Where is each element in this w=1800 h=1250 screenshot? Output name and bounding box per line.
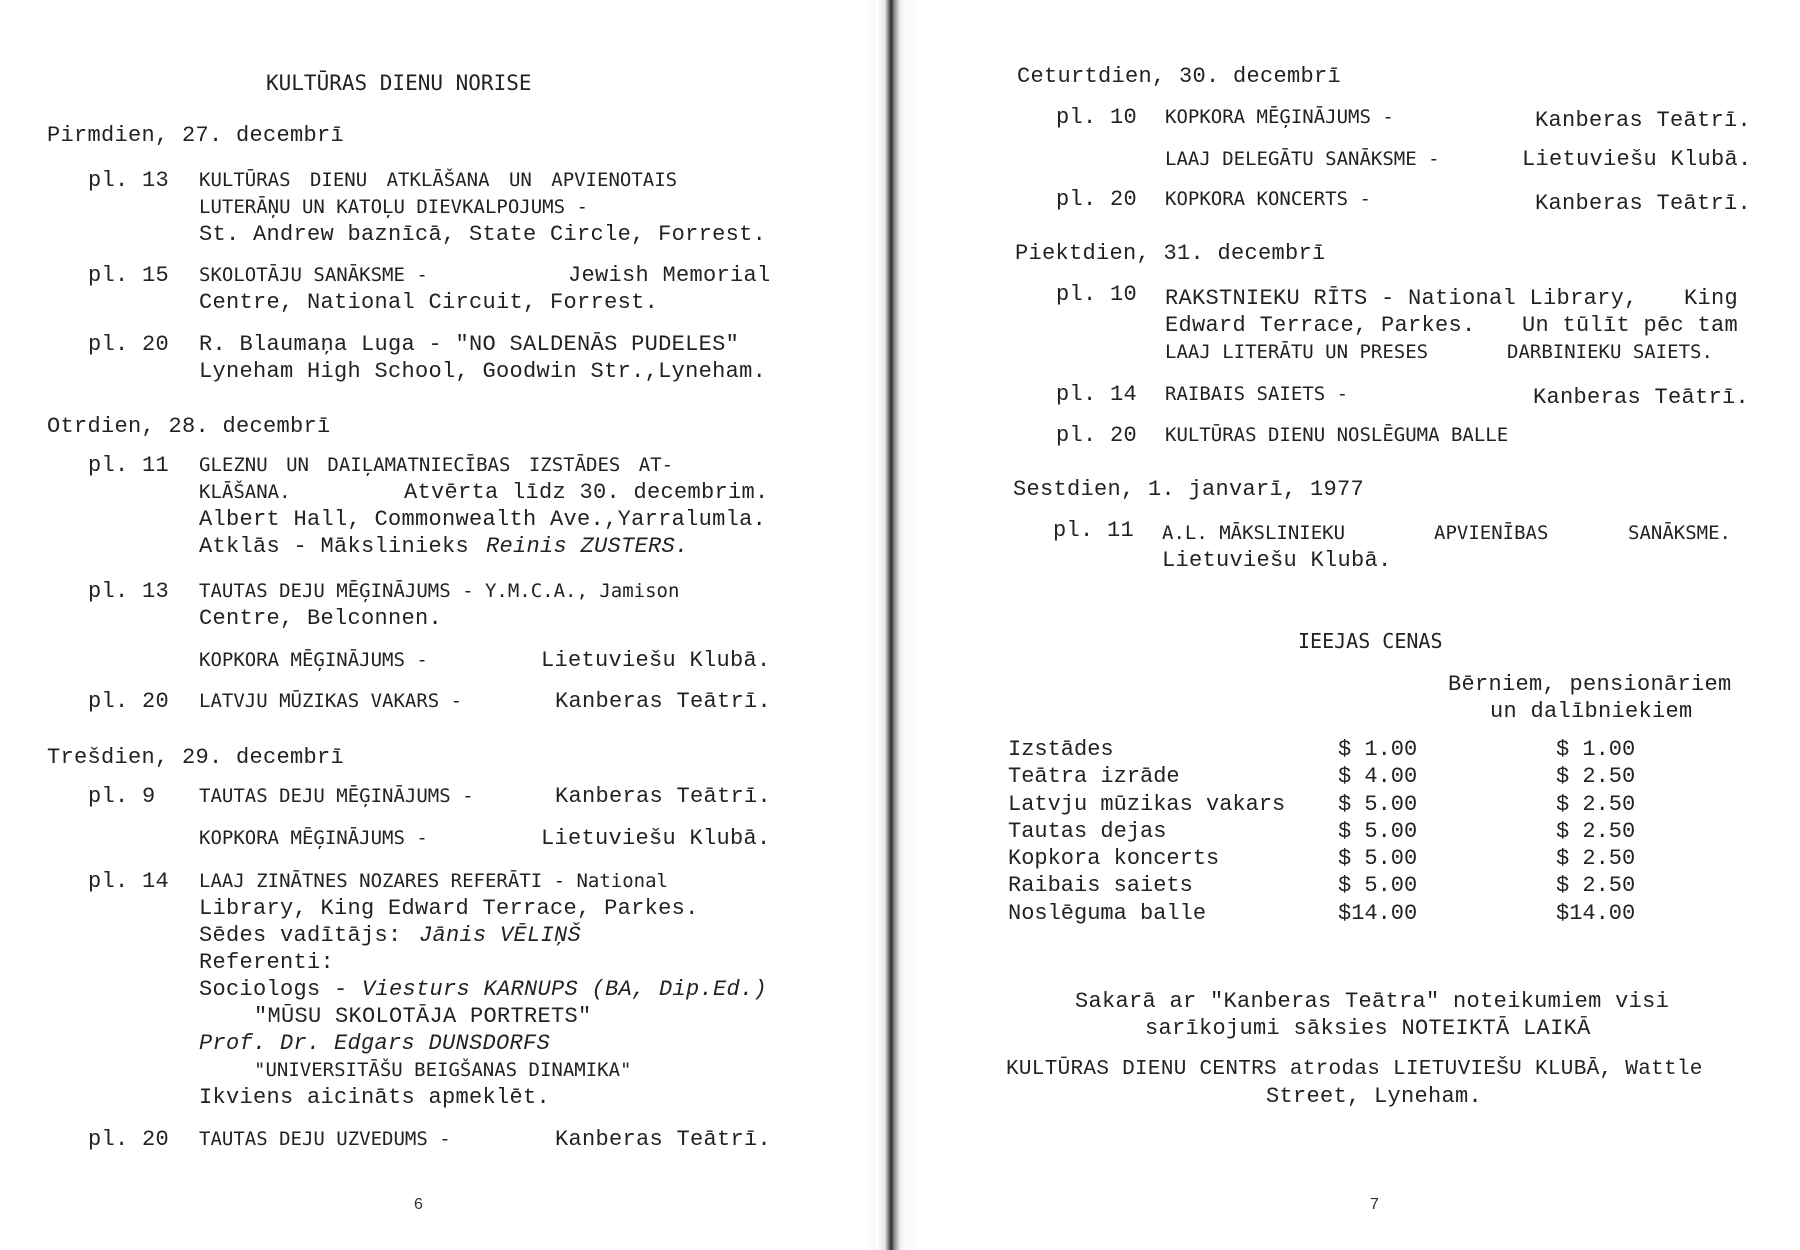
price-label: Teātra izrāde bbox=[1008, 764, 1180, 790]
event-line: A.L. MĀKSLINIEKU bbox=[1162, 522, 1346, 544]
price-full: $ 5.00 bbox=[1338, 791, 1418, 817]
price-reduced: $ 2.50 bbox=[1556, 791, 1636, 817]
event-line: KLĀŠANA. bbox=[199, 481, 291, 503]
talk-title: "UNIVERSITĀŠU BEIGŠANAS DINAMIKA" bbox=[254, 1059, 632, 1081]
event-line: TAUTAS DEJU MĒĢINĀJUMS - Y.M.C.A., Jamison bbox=[199, 580, 680, 602]
event-line: Atklās - Mākslinieks bbox=[199, 534, 470, 559]
event-line: LAAJ DELEGĀTU SANĀKSME - bbox=[1165, 148, 1440, 170]
price-reduced: $ 2.50 bbox=[1556, 818, 1636, 844]
event-line: Kanberas Teātrī. bbox=[1535, 191, 1752, 216]
event-line: LAAJ ZINĀTNES NOZARES REFERĀTI - National bbox=[199, 870, 668, 892]
price-label: Latvju mūzikas vakars bbox=[1008, 791, 1286, 817]
event-line: LUTERĀŅU UN KATOĻU DIEVKALPOJUMS - bbox=[199, 196, 588, 218]
price-full: $ 1.00 bbox=[1338, 737, 1418, 762]
page-number: 6 bbox=[414, 1196, 423, 1213]
event-time: pl. 13 bbox=[88, 579, 170, 604]
prices-title: IEEJAS CENAS bbox=[1298, 629, 1443, 653]
event-time: pl. 20 bbox=[88, 332, 170, 357]
event-line: KULTŪRAS DIENU ATKLĀŠANA UN APVIENOTAIS bbox=[199, 169, 678, 191]
event-line: Sociologs - bbox=[199, 977, 348, 1002]
event-line: LATVJU MŪZIKAS VAKARS - bbox=[199, 690, 463, 712]
price-full: $ 5.00 bbox=[1338, 818, 1418, 844]
event-time: pl. 20 bbox=[88, 1127, 170, 1152]
event-line: Jewish Memorial bbox=[568, 263, 771, 288]
event-line: KOPKORA MĒĢINĀJUMS - bbox=[199, 649, 428, 671]
reduced-price-header: Bērniem, pensionāriem bbox=[1448, 672, 1732, 697]
left-page bbox=[0, 0, 880, 1250]
event-line: GLEZNU UN DAIĻAMATNIECĪBAS IZSTĀDES AT- bbox=[199, 454, 674, 476]
event-line: TAUTAS DEJU MĒĢINĀJUMS - bbox=[199, 785, 474, 807]
price-full: $ 5.00 bbox=[1338, 873, 1418, 899]
event-time: pl. 11 bbox=[88, 453, 170, 478]
chair-name: Jānis VĒLIŅŠ bbox=[419, 923, 582, 948]
talk-title: "MŪSU SKOLOTĀJA PORTRETS" bbox=[254, 1004, 592, 1029]
day-heading: Pirmdien, 27. decembrī bbox=[47, 123, 345, 148]
day-heading: Ceturtdien, 30. decembrī bbox=[1017, 64, 1342, 89]
event-time: pl. 14 bbox=[88, 869, 170, 894]
price-reduced: $ 1.00 bbox=[1556, 737, 1636, 762]
event-line: Lietuviešu Klubā. bbox=[541, 648, 771, 673]
day-heading: Sestdien, 1. janvarī, 1977 bbox=[1013, 477, 1365, 502]
event-line: RAIBAIS SAIETS - bbox=[1165, 383, 1349, 405]
event-line: SANĀKSME. bbox=[1628, 522, 1731, 544]
price-full: $14.00 bbox=[1338, 900, 1418, 926]
event-time: pl. 10 bbox=[1056, 105, 1138, 130]
note-line: KULTŪRAS DIENU CENTRS atrodas LIETUVIEŠU KLUBĀ, Wattle bbox=[1006, 1058, 1703, 1081]
event-line: Atvērta līdz 30. decembrim. bbox=[404, 480, 769, 505]
day-heading: Piektdien, 31. decembrī bbox=[1015, 241, 1326, 266]
right-page bbox=[900, 0, 1800, 1250]
price-full: $ 4.00 bbox=[1338, 764, 1418, 790]
note-line: Sakarā ar "Kanberas Teātra" noteikumiem visi bbox=[1075, 989, 1670, 1014]
event-line: Library, King Edward Terrace, Parkes. bbox=[199, 896, 699, 921]
event-line: Lyneham High School, Goodwin Str.,Lyneham. bbox=[199, 359, 767, 384]
price-label: Tautas dejas bbox=[1008, 818, 1167, 844]
event-line: KOPKORA KONCERTS - bbox=[1165, 188, 1371, 210]
event-time: pl. 13 bbox=[88, 168, 170, 193]
speaker-name: Viesturs KARNUPS (BA, Dip.Ed.) bbox=[362, 977, 768, 1002]
event-line: Centre, Belconnen. bbox=[199, 606, 443, 631]
event-line: APVIENĪBAS bbox=[1434, 522, 1549, 544]
event-line: Centre, National Circuit, Forrest. bbox=[199, 290, 659, 315]
price-label: Raibais saiets bbox=[1008, 873, 1193, 899]
event-time: pl. 20 bbox=[1056, 423, 1138, 448]
event-line: Referenti: bbox=[199, 950, 335, 975]
event-line: Lietuviešu Klubā. bbox=[541, 826, 771, 851]
speaker-name: Prof. Dr. Edgars DUNSDORFS bbox=[199, 1031, 551, 1056]
event-line: KULTŪRAS DIENU NOSLĒGUMA BALLE bbox=[1165, 424, 1509, 446]
event-line: Sēdes vadītājs: bbox=[199, 923, 402, 948]
event-line: Un tūlīt pēc tam bbox=[1522, 313, 1739, 338]
event-line: Kanberas Teātrī. bbox=[1533, 385, 1750, 410]
note-line: Street, Lyneham. bbox=[1266, 1084, 1483, 1109]
event-line: Kanberas Teātrī. bbox=[555, 689, 772, 714]
day-heading: Trešdien, 29. decembrī bbox=[47, 745, 345, 770]
price-label: Kopkora koncerts bbox=[1008, 846, 1220, 872]
event-line: KOPKORA MĒĢINĀJUMS - bbox=[1165, 106, 1394, 128]
event-line: R. Blaumaņa Luga - "NO SALDENĀS PUDELES" bbox=[199, 332, 740, 357]
price-reduced: $ 2.50 bbox=[1556, 764, 1636, 790]
event-line: Lietuviešu Klubā. bbox=[1522, 147, 1752, 172]
event-line: St. Andrew baznīcā, State Circle, Forrest. bbox=[199, 222, 767, 247]
event-time: pl. 15 bbox=[88, 263, 170, 288]
price-full: $ 5.00 bbox=[1338, 846, 1418, 872]
event-line: RAKSTNIEKU RĪTS - National Library, bbox=[1165, 286, 1638, 311]
event-time: pl. 9 bbox=[88, 784, 156, 809]
event-line: DARBINIEKU SAIETS. bbox=[1507, 341, 1713, 363]
event-line: Edward Terrace, Parkes. bbox=[1165, 313, 1476, 338]
event-time: pl. 20 bbox=[1056, 187, 1138, 212]
event-line: Kanberas Teātrī. bbox=[555, 784, 772, 809]
event-time: pl. 20 bbox=[88, 689, 170, 714]
price-reduced: $ 2.50 bbox=[1556, 873, 1636, 899]
event-line: Kanberas Teātrī. bbox=[1535, 108, 1752, 133]
event-line: Ikviens aicināts apmeklēt. bbox=[199, 1085, 551, 1110]
event-line: Lietuviešu Klubā. bbox=[1162, 548, 1392, 573]
event-time: pl. 11 bbox=[1053, 518, 1135, 543]
event-time: pl. 10 bbox=[1056, 282, 1138, 307]
price-label: Izstādes bbox=[1008, 737, 1114, 762]
price-reduced: $ 2.50 bbox=[1556, 846, 1636, 872]
note-line: sarīkojumi sāksies NOTEIKTĀ LAIKĀ bbox=[1145, 1016, 1591, 1041]
event-line: TAUTAS DEJU UZVEDUMS - bbox=[199, 1128, 451, 1150]
event-line: KOPKORA MĒĢINĀJUMS - bbox=[199, 827, 428, 849]
price-label: Noslēguma balle bbox=[1008, 900, 1207, 926]
reduced-price-header: un dalībniekiem bbox=[1490, 699, 1693, 724]
event-time: pl. 14 bbox=[1056, 382, 1138, 407]
event-line: SKOLOTĀJU SANĀKSME - bbox=[199, 264, 428, 286]
event-line: King bbox=[1684, 286, 1739, 311]
artist-name: Reinis ZUSTERS. bbox=[486, 534, 689, 559]
day-heading: Otrdien, 28. decembrī bbox=[47, 414, 331, 439]
page-number: 7 bbox=[1370, 1196, 1379, 1213]
event-line: Albert Hall, Commonwealth Ave.,Yarralumla. bbox=[199, 507, 767, 532]
page-title: KULTŪRAS DIENU NORISE bbox=[266, 71, 532, 95]
event-line: Kanberas Teātrī. bbox=[555, 1127, 772, 1152]
event-line: LAAJ LITERĀTU UN PRESES bbox=[1165, 341, 1429, 363]
price-reduced: $14.00 bbox=[1556, 900, 1636, 926]
